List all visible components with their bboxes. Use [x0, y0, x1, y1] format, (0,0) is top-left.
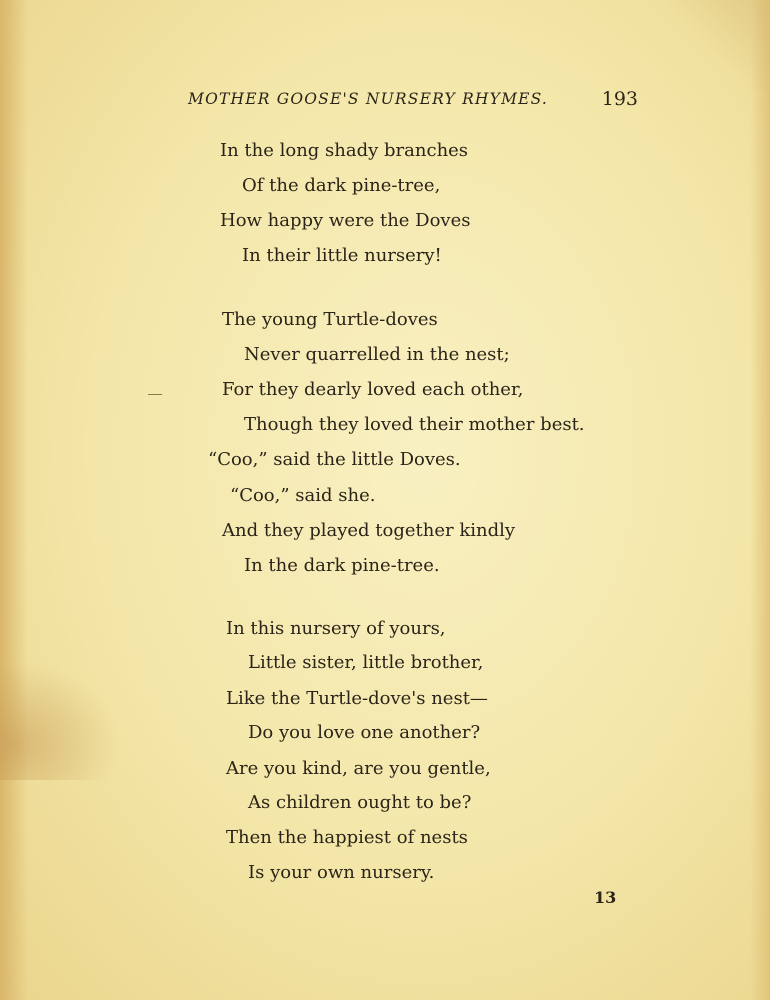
page-edge-right	[750, 0, 770, 1000]
page-edge-left	[0, 0, 28, 1000]
poem-line: Is your own nursery.	[248, 862, 435, 883]
poem-line: Of the dark pine-tree,	[242, 175, 441, 196]
poem-line: “Coo,” said she.	[230, 485, 376, 506]
signature-mark: 13	[594, 888, 617, 907]
poem-line: In their little nursery!	[242, 245, 442, 266]
poem-line: Do you love one another?	[248, 722, 481, 743]
running-title: MOTHER GOOSE'S NURSERY RHYMES.	[188, 90, 549, 108]
poem-line: Never quarrelled in the nest;	[244, 344, 510, 365]
page-corner-fold	[670, 0, 770, 90]
poem-line: Little sister, little brother,	[248, 652, 484, 673]
poem-line: Though they loved their mother best.	[244, 414, 585, 435]
margin-mark	[148, 394, 162, 395]
page-stain	[0, 660, 120, 780]
poem-line: The young Turtle-doves	[222, 309, 438, 330]
poem-line: As children ought to be?	[248, 792, 472, 813]
poem-line: Are you kind, are you gentle,	[226, 758, 491, 779]
poem-line: Then the happiest of nests	[226, 827, 468, 848]
poem-line: “Coo,” said the little Doves.	[208, 449, 461, 470]
poem-line: In this nursery of yours,	[226, 618, 446, 639]
poem-line: Like the Turtle-dove's nest—	[226, 688, 488, 709]
page-header	[188, 90, 638, 120]
poem-line: For they dearly loved each other,	[222, 379, 524, 400]
poem-line: In the dark pine-tree.	[244, 555, 440, 576]
poem-line: In the long shady branches	[220, 140, 469, 161]
poem-line: And they played together kindly	[222, 520, 516, 541]
page-number: 193	[601, 88, 638, 110]
poem-line: How happy were the Doves	[220, 210, 471, 231]
